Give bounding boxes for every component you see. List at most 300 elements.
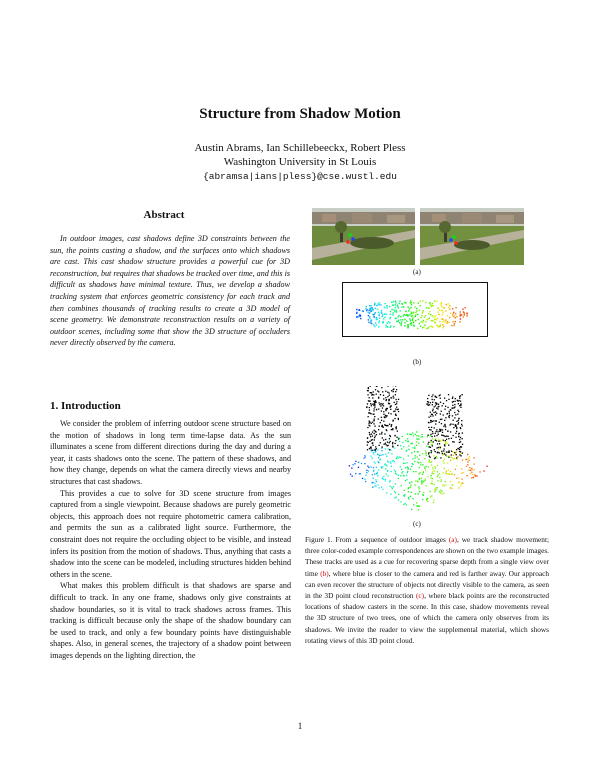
- cloud-point: [372, 487, 373, 488]
- depth-point: [395, 302, 396, 303]
- cloud-point: [409, 483, 410, 484]
- shadow-caster-point: [383, 395, 384, 396]
- depth-point: [422, 312, 423, 313]
- shadow-caster-point: [438, 441, 439, 442]
- shadow-caster-point: [396, 401, 397, 402]
- shadow-caster-point: [398, 418, 399, 419]
- cloud-point: [426, 455, 427, 456]
- shadow-caster-point: [392, 429, 393, 430]
- cloud-point: [382, 489, 383, 490]
- cloud-point: [437, 487, 438, 488]
- cloud-point: [432, 473, 433, 474]
- shadow-caster-point: [460, 405, 461, 406]
- cloud-point: [438, 448, 439, 449]
- intro-body: [50, 418, 291, 661]
- cloud-point: [432, 467, 433, 468]
- shadow-caster-point: [454, 406, 455, 407]
- shadow-caster-point: [432, 410, 433, 411]
- depth-point: [431, 306, 432, 307]
- depth-point: [363, 311, 364, 312]
- cloud-point: [435, 487, 436, 488]
- depth-point: [467, 315, 468, 316]
- depth-point: [460, 311, 461, 312]
- depth-point: [424, 324, 425, 325]
- depth-point: [376, 305, 377, 306]
- shadow-caster-point: [460, 437, 461, 438]
- cloud-point: [453, 455, 454, 456]
- shadow-caster-point: [389, 392, 390, 393]
- shadow-caster-point: [434, 435, 435, 436]
- depth-point: [375, 308, 376, 309]
- depth-point: [389, 322, 390, 323]
- cloud-point: [471, 469, 472, 470]
- depth-point: [375, 322, 376, 323]
- depth-point: [378, 315, 379, 316]
- cloud-point: [438, 439, 439, 440]
- shadow-caster-point: [391, 429, 392, 430]
- cloud-point: [458, 477, 459, 478]
- depth-point: [430, 314, 431, 315]
- cloud-point: [470, 473, 471, 474]
- cloud-point: [413, 435, 414, 436]
- shadow-caster-point: [443, 426, 444, 427]
- shadow-caster-point: [432, 394, 433, 395]
- depth-point: [424, 316, 425, 317]
- depth-point: [464, 314, 465, 315]
- cloud-point: [418, 435, 419, 436]
- shadow-caster-point: [380, 403, 381, 404]
- cloud-point: [393, 460, 394, 461]
- depth-point: [449, 305, 450, 306]
- shadow-caster-point: [441, 435, 442, 436]
- depth-point: [381, 313, 382, 314]
- shadow-caster-point: [389, 403, 390, 404]
- cloud-point: [403, 495, 404, 496]
- caption-text: , we track shadow movement; three color-coded example correspondences are shown on the two example images. These tracks are used as a cue for recovering sparse depth from a single view over time: [305, 535, 550, 578]
- cloud-point: [349, 465, 350, 466]
- shadow-caster-point: [452, 415, 453, 416]
- shadow-caster-point: [367, 427, 368, 428]
- shadow-caster-point: [386, 415, 387, 416]
- shadow-caster-point: [385, 400, 386, 401]
- cloud-point: [432, 478, 433, 479]
- cloud-point: [375, 452, 376, 453]
- shadow-caster-point: [390, 409, 391, 410]
- shadow-caster-point: [456, 421, 457, 422]
- shadow-caster-point: [395, 415, 396, 416]
- depth-point: [396, 318, 397, 319]
- shadow-caster-point: [436, 408, 437, 409]
- cloud-point: [424, 458, 425, 459]
- shadow-caster-point: [458, 433, 459, 434]
- cloud-point: [408, 449, 409, 450]
- cloud-point: [441, 493, 442, 494]
- figure-ref-b[interactable]: (b): [320, 568, 329, 578]
- shadow-caster-point: [429, 404, 430, 405]
- shadow-caster-point: [390, 436, 391, 437]
- cloud-point: [445, 481, 446, 482]
- depth-point: [402, 303, 403, 304]
- shadow-caster-point: [434, 427, 435, 428]
- shadow-caster-point: [453, 420, 454, 421]
- depth-point: [460, 318, 461, 319]
- cloud-point: [439, 491, 440, 492]
- caption-text: , where black points are the reconstructed locations of shadow casters in the scene. In this case, shadow movements reveal the 3D structure of two trees, one of which the camera only observes from its shadows. We invite the reader to view the supplemental material, which shows rotating views of this 3D point cloud.: [305, 591, 549, 645]
- cloud-point: [421, 480, 422, 481]
- cloud-point: [352, 464, 353, 465]
- cloud-point: [417, 451, 418, 452]
- cloud-point: [377, 472, 378, 473]
- depth-point: [385, 325, 386, 326]
- shadow-caster-point: [366, 407, 367, 408]
- depth-point: [376, 324, 377, 325]
- shadow-caster-point: [462, 453, 463, 454]
- depth-point: [397, 305, 398, 306]
- cloud-point: [469, 456, 470, 457]
- cloud-point: [395, 473, 396, 474]
- depth-point: [408, 310, 409, 311]
- cloud-point: [392, 488, 393, 489]
- shadow-caster-point: [448, 436, 449, 437]
- shadow-caster-point: [444, 425, 445, 426]
- shadow-caster-point: [444, 448, 445, 449]
- shadow-caster-point: [448, 450, 449, 451]
- shadow-caster-point: [375, 436, 376, 437]
- depth-point: [447, 323, 448, 324]
- cloud-point: [468, 470, 469, 471]
- shadow-caster-point: [433, 409, 434, 410]
- cloud-point: [435, 490, 436, 491]
- cloud-point: [383, 479, 384, 480]
- figure-label-a: (a): [413, 268, 421, 276]
- cloud-point: [379, 455, 380, 456]
- shadow-caster-point: [380, 405, 381, 406]
- depth-point: [390, 314, 391, 315]
- shadow-caster-point: [446, 451, 447, 452]
- depth-point: [443, 307, 444, 308]
- cloud-point: [433, 473, 434, 474]
- shadow-caster-point: [434, 399, 435, 400]
- cloud-point: [378, 462, 379, 463]
- depth-point: [407, 326, 408, 327]
- shadow-caster-point: [368, 388, 369, 389]
- abstract-heading: Abstract: [143, 209, 185, 221]
- depth-point: [374, 316, 375, 317]
- shadow-caster-point: [439, 452, 440, 453]
- cloud-point: [388, 452, 389, 453]
- cloud-point: [394, 461, 395, 462]
- depth-point: [452, 314, 453, 315]
- shadow-caster-point: [449, 413, 450, 414]
- shadow-caster-point: [374, 426, 375, 427]
- cloud-point: [444, 468, 445, 469]
- shadow-caster-point: [440, 413, 441, 414]
- depth-point: [462, 309, 463, 310]
- cloud-point: [426, 485, 427, 486]
- cloud-point: [386, 456, 387, 457]
- cloud-point: [392, 460, 393, 461]
- depth-point: [369, 310, 370, 311]
- depth-point: [455, 317, 456, 318]
- shadow-caster-point: [461, 446, 462, 447]
- shadow-caster-point: [440, 398, 441, 399]
- section-heading: 1. Introduction: [50, 400, 121, 412]
- shadow-caster-point: [430, 429, 431, 430]
- shadow-caster-point: [385, 439, 386, 440]
- cloud-point: [425, 480, 426, 481]
- shadow-caster-point: [451, 454, 452, 455]
- cloud-point: [452, 473, 453, 474]
- cloud-point: [355, 473, 356, 474]
- depth-point: [420, 326, 421, 327]
- shadow-caster-point: [458, 436, 459, 437]
- cloud-point: [444, 459, 445, 460]
- depth-point: [449, 317, 450, 318]
- depth-point: [395, 307, 396, 308]
- cloud-point: [350, 474, 351, 475]
- cloud-point: [447, 474, 448, 475]
- cloud-point: [364, 463, 365, 464]
- cloud-point: [445, 473, 446, 474]
- depth-point: [422, 327, 423, 328]
- cloud-point: [358, 462, 359, 463]
- shadow-caster-point: [432, 404, 433, 405]
- cloud-point: [395, 471, 396, 472]
- depth-point: [386, 305, 387, 306]
- cloud-point: [400, 501, 401, 502]
- shadow-caster-point: [428, 453, 429, 454]
- shadow-caster-point: [374, 439, 375, 440]
- shadow-caster-point: [452, 405, 453, 406]
- cloud-point: [406, 462, 407, 463]
- shadow-caster-point: [368, 442, 369, 443]
- shadow-caster-point: [445, 436, 446, 437]
- caption-text: , where blue is closer to the camera and red is farther away. Our approach can even recover the structure of objects not directly visible to the camera, as seen in the 3D point cloud reconstruction: [305, 568, 549, 601]
- cloud-point: [438, 480, 439, 481]
- cloud-point: [435, 439, 436, 440]
- cloud-point: [412, 443, 413, 444]
- shadow-caster-point: [456, 427, 457, 428]
- cloud-point: [390, 480, 391, 481]
- cloud-point: [394, 491, 395, 492]
- cloud-point: [462, 483, 463, 484]
- depth-point: [396, 321, 397, 322]
- cloud-point: [410, 487, 411, 488]
- depth-point: [400, 319, 401, 320]
- cloud-point: [364, 479, 365, 480]
- shadow-caster-point: [372, 445, 373, 446]
- cloud-point: [375, 463, 376, 464]
- cloud-point: [414, 461, 415, 462]
- shadow-caster-point: [427, 398, 428, 399]
- shadow-caster-point: [462, 444, 463, 445]
- depth-point: [433, 317, 434, 318]
- cloud-point: [376, 473, 377, 474]
- shadow-caster-point: [376, 402, 377, 403]
- shadow-caster-point: [462, 438, 463, 439]
- cloud-point: [424, 468, 425, 469]
- cloud-point: [395, 492, 396, 493]
- depth-point: [437, 325, 438, 326]
- shadow-caster-point: [389, 438, 390, 439]
- shadow-caster-point: [458, 418, 459, 419]
- cloud-point: [419, 455, 420, 456]
- depth-point: [408, 315, 409, 316]
- depth-point: [368, 319, 369, 320]
- depth-point: [455, 313, 456, 314]
- shadow-caster-point: [435, 433, 436, 434]
- page-number: 1: [297, 721, 303, 731]
- shadow-caster-point: [394, 402, 395, 403]
- figure-caption: [305, 534, 549, 646]
- cloud-point: [416, 431, 417, 432]
- cloud-point: [374, 473, 375, 474]
- shadow-caster-point: [435, 420, 436, 421]
- depth-point: [410, 300, 411, 301]
- cloud-point: [407, 471, 408, 472]
- shadow-caster-point: [435, 451, 436, 452]
- depth-point: [404, 314, 405, 315]
- depth-point: [466, 313, 467, 314]
- depth-point: [428, 326, 429, 327]
- authors: Austin Abrams, Ian Schillebeeckx, Robert Pless: [194, 142, 406, 154]
- cloud-point: [418, 509, 419, 510]
- shadow-caster-point: [381, 432, 382, 433]
- shadow-caster-point: [385, 409, 386, 410]
- cloud-point: [375, 479, 376, 480]
- cloud-point: [473, 457, 474, 458]
- shadow-caster-point: [382, 407, 383, 408]
- shadow-caster-point: [391, 426, 392, 427]
- cloud-point: [412, 447, 413, 448]
- depth-point: [435, 316, 436, 317]
- cloud-point: [439, 477, 440, 478]
- shadow-caster-point: [459, 439, 460, 440]
- depth-point: [400, 325, 401, 326]
- cloud-point: [445, 484, 446, 485]
- depth-point: [404, 302, 405, 303]
- cloud-point: [390, 494, 391, 495]
- depth-point: [379, 302, 380, 303]
- figure-a-image-1: [312, 208, 415, 265]
- shadow-caster-point: [444, 398, 445, 399]
- shadow-caster-point: [444, 420, 445, 421]
- shadow-caster-point: [458, 400, 459, 401]
- cloud-point: [460, 486, 461, 487]
- shadow-caster-point: [447, 407, 448, 408]
- shadow-caster-point: [376, 394, 377, 395]
- cloud-point: [423, 492, 424, 493]
- shadow-caster-point: [380, 394, 381, 395]
- cloud-point: [359, 473, 360, 474]
- depth-point: [378, 326, 379, 327]
- cloud-point: [430, 462, 431, 463]
- cloud-point: [423, 472, 424, 473]
- shadow-caster-point: [395, 404, 396, 405]
- paper-title: Structure from Shadow Motion: [199, 106, 401, 122]
- cloud-point: [472, 474, 473, 475]
- cloud-point: [414, 446, 415, 447]
- shadow-caster-point: [456, 454, 457, 455]
- depth-point: [455, 321, 456, 322]
- cloud-point: [411, 466, 412, 467]
- shadow-caster-point: [393, 411, 394, 412]
- cloud-point: [407, 472, 408, 473]
- cloud-point: [406, 504, 407, 505]
- shadow-caster-point: [450, 431, 451, 432]
- shadow-caster-point: [452, 402, 453, 403]
- cloud-point: [398, 478, 399, 479]
- depth-point: [359, 314, 360, 315]
- cloud-point: [425, 450, 426, 451]
- shadow-caster-point: [430, 447, 431, 448]
- figure-ref-c[interactable]: (c): [415, 591, 425, 601]
- depth-point: [439, 321, 440, 322]
- cloud-point: [391, 471, 392, 472]
- depth-point: [369, 316, 370, 317]
- cloud-point: [399, 441, 400, 442]
- shadow-caster-point: [370, 447, 371, 448]
- shadow-caster-point: [382, 403, 383, 404]
- cloud-point: [413, 471, 414, 472]
- cloud-point: [406, 475, 407, 476]
- shadow-caster-point: [439, 447, 440, 448]
- shadow-caster-point: [373, 414, 374, 415]
- shadow-caster-point: [440, 457, 441, 458]
- cloud-point: [427, 501, 428, 502]
- shadow-caster-point: [438, 406, 439, 407]
- depth-point: [413, 325, 414, 326]
- shadow-caster-point: [367, 438, 368, 439]
- shadow-caster-point: [438, 434, 439, 435]
- shadow-caster-point: [428, 443, 429, 444]
- figure-ref-a[interactable]: (a): [448, 535, 457, 544]
- shadow-caster-point: [396, 389, 397, 390]
- shadow-caster-point: [449, 411, 450, 412]
- depth-point: [396, 311, 397, 312]
- shadow-caster-point: [374, 437, 375, 438]
- shadow-caster-point: [379, 404, 380, 405]
- shadow-caster-point: [447, 413, 448, 414]
- cloud-point: [400, 445, 401, 446]
- depth-point: [371, 305, 372, 306]
- shadow-caster-point: [373, 420, 374, 421]
- depth-point: [413, 312, 414, 313]
- depth-point: [382, 322, 383, 323]
- shadow-caster-point: [391, 390, 392, 391]
- cloud-point: [441, 481, 442, 482]
- shadow-caster-point: [436, 435, 437, 436]
- depth-point: [439, 314, 440, 315]
- depth-point: [423, 310, 424, 311]
- cloud-point: [418, 473, 419, 474]
- cloud-point: [448, 473, 449, 474]
- depth-point: [395, 301, 396, 302]
- cloud-point: [440, 492, 441, 493]
- depth-point: [459, 321, 460, 322]
- shadow-caster-point: [428, 395, 429, 396]
- shadow-caster-point: [379, 445, 380, 446]
- cloud-point: [414, 457, 415, 458]
- figure-label-b: (b): [413, 358, 422, 366]
- shadow-caster-point: [432, 433, 433, 434]
- depth-point: [374, 326, 375, 327]
- depth-point: [453, 325, 454, 326]
- shadow-caster-point: [457, 410, 458, 411]
- cloud-point: [446, 441, 447, 442]
- shadow-caster-point: [430, 434, 431, 435]
- shadow-caster-point: [383, 398, 384, 399]
